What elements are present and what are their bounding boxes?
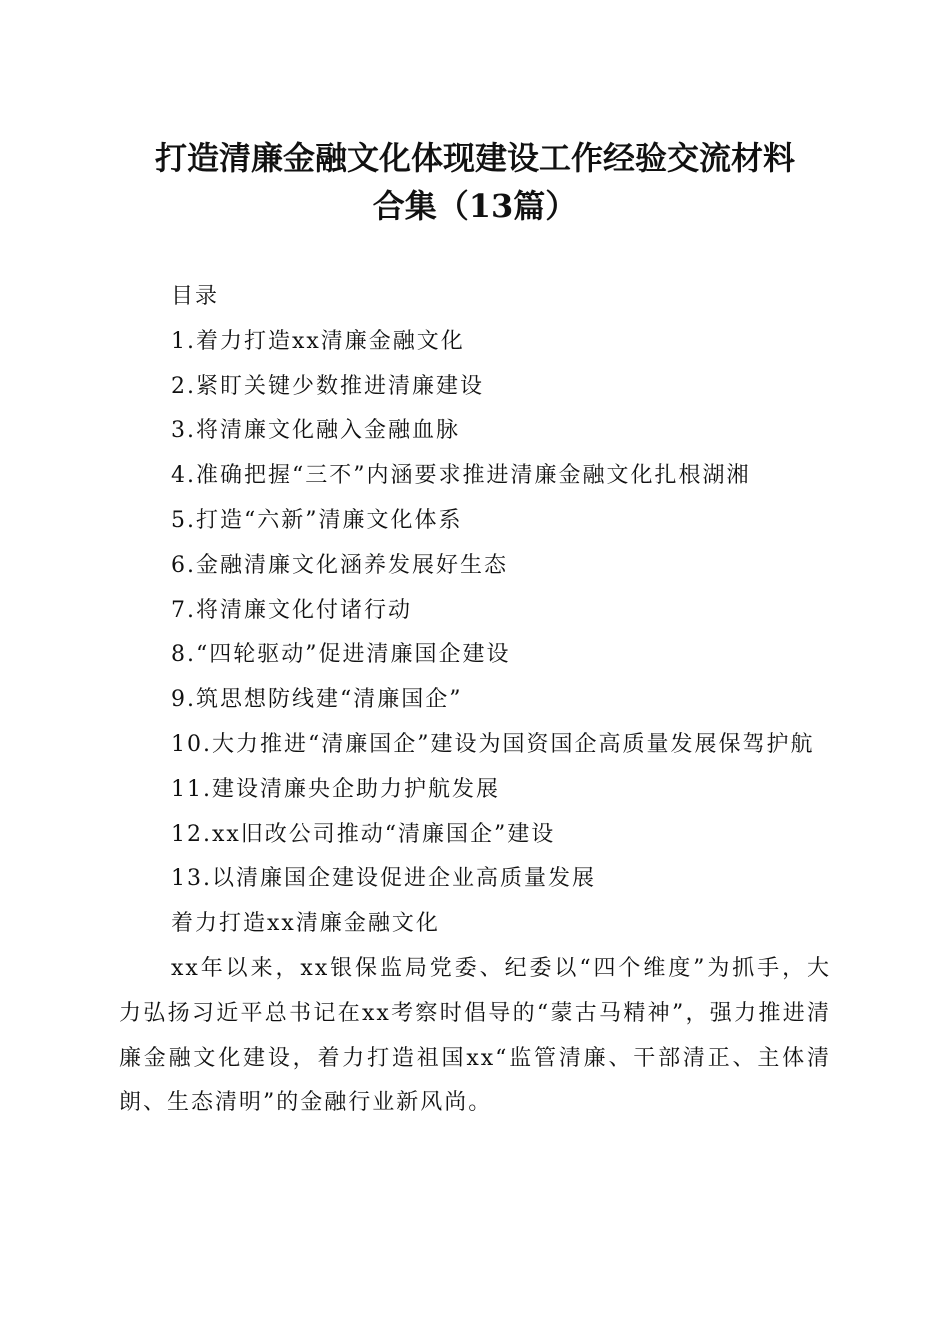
toc-item: 8.“四轮驱动”促进清廉国企建设 — [171, 642, 511, 668]
toc-item: 7.将清廉文化付诸行动 — [171, 597, 412, 623]
toc-item: 10.大力推进“清廉国企”建设为国资国企高质量发展保驾护航 — [171, 731, 815, 757]
section-paragraph: xx年以来，xx银保监局党委、纪委以“四个维度”为抓手，大力弘扬习近平总书记在xx考察时倡导的“蒙古马精神”，强力推进清廉金融文化建设，着力打造祖国xx“监管清廉、干部清正、主体清朗、生态清明”的金融行业新风尚。 — [119, 955, 831, 1116]
document-title — [100, 134, 850, 230]
toc-heading: 目录 — [171, 284, 220, 309]
toc-item: 11.建设清廉央企助力护航发展 — [171, 776, 500, 802]
document-body — [119, 275, 831, 1126]
section-heading: 着力打造xx清廉金融文化 — [171, 911, 440, 937]
toc-item: 6.金融清廉文化涵养发展好生态 — [171, 552, 508, 578]
toc-item: 9.筑思想防线建“清廉国企” — [171, 687, 463, 713]
toc-item: 13.以清廉国企建设促进企业高质量发展 — [171, 866, 596, 892]
toc-item: 1.着力打造xx清廉金融文化 — [171, 328, 465, 354]
title-line-2: 合集（13篇） — [372, 187, 578, 225]
title-line-1: 打造清廉金融文化体现建设工作经验交流材料 — [154, 139, 795, 177]
toc-item: 3.将清廉文化融入金融血脉 — [171, 418, 460, 444]
toc-item: 2.紧盯关键少数推进清廉建设 — [171, 373, 484, 399]
toc-item: 4.准确把握“三不”内涵要求推进清廉金融文化扎根湖湘 — [171, 463, 751, 489]
toc-item: 12.xx旧改公司推动“清廉国企”建设 — [171, 821, 556, 847]
toc-item: 5.打造“六新”清廉文化体系 — [171, 507, 463, 533]
